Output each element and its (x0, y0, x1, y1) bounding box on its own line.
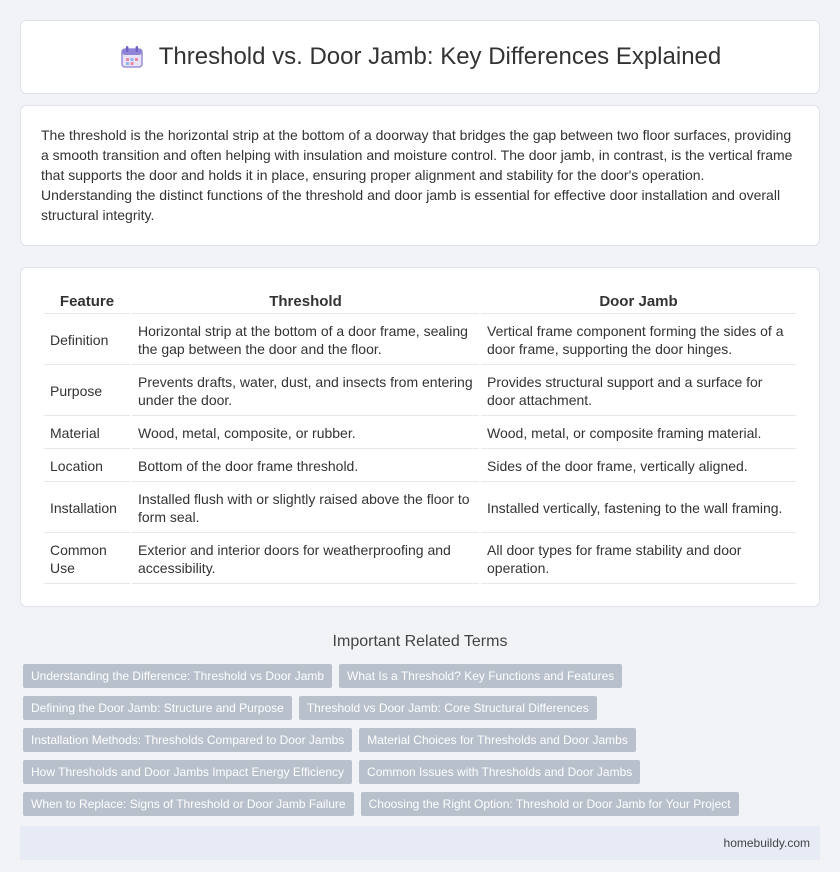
intro-text: The threshold is the horizontal strip at the bottom of a doorway that bridges the gap between two floor surfaces, providing a smooth transition and often helping with insulation and moisture control. The door jamb, in contrast, is the vertical frame that supports the door and holds it in place, ensuring proper alignment and stability for the door's operation. Understanding the distinct functions of the threshold and door jamb is essential for effective door installation and overall structural integrity. (41, 127, 793, 223)
tag-row (23, 664, 820, 688)
comparison-table (42, 288, 798, 586)
related-term-link[interactable]: Material Choices for Thresholds and Door Jambs (359, 728, 636, 752)
row-threshold: Exterior and interior doors for weatherproofing and accessibility. (132, 535, 479, 584)
row-door-jamb: All door types for frame stability and door operation. (481, 535, 796, 584)
table-row (44, 367, 796, 416)
row-door-jamb: Installed vertically, fastening to the wall framing. (481, 484, 796, 533)
header-card (20, 20, 820, 94)
table-row (44, 418, 796, 449)
table-row (44, 484, 796, 533)
related-term-link[interactable]: What Is a Threshold? Key Functions and Features (339, 664, 622, 688)
related-term-link[interactable]: Understanding the Difference: Threshold vs Door Jamb (23, 664, 332, 688)
row-feature: Purpose (44, 367, 130, 416)
tag-row (23, 760, 820, 784)
table-header-row (44, 290, 796, 314)
table-row (44, 451, 796, 482)
row-feature: Location (44, 451, 130, 482)
table-row (44, 535, 796, 584)
related-term-link[interactable]: Common Issues with Thresholds and Door Jambs (359, 760, 640, 784)
row-door-jamb: Vertical frame component forming the sides of a door frame, supporting the door hinges. (481, 316, 796, 365)
related-term-link[interactable]: Installation Methods: Thresholds Compared to Door Jambs (23, 728, 352, 752)
row-feature: Definition (44, 316, 130, 365)
tag-row (23, 792, 820, 816)
row-feature: Material (44, 418, 130, 449)
related-term-link[interactable]: Defining the Door Jamb: Structure and Purpose (23, 696, 292, 720)
header-feature: Feature (44, 290, 130, 314)
row-threshold: Bottom of the door frame threshold. (132, 451, 479, 482)
related-term-link[interactable]: Choosing the Right Option: Threshold or Door Jamb for Your Project (361, 792, 739, 816)
related-terms-tags (20, 664, 820, 816)
page-title: Threshold vs. Door Jamb: Key Differences Explained (158, 43, 722, 70)
header-door-jamb: Door Jamb (481, 290, 796, 314)
row-door-jamb: Provides structural support and a surface for door attachment. (481, 367, 796, 416)
row-threshold: Horizontal strip at the bottom of a door frame, sealing the gap between the door and the floor. (132, 316, 479, 365)
tag-row (23, 696, 820, 720)
row-door-jamb: Wood, metal, or composite framing material. (481, 418, 796, 449)
table-row (44, 316, 796, 365)
tag-row (23, 728, 820, 752)
row-threshold: Prevents drafts, water, dust, and insects from entering under the door. (132, 367, 479, 416)
row-feature: Common Use (44, 535, 130, 584)
header-threshold: Threshold (132, 290, 479, 314)
row-threshold: Installed flush with or slightly raised above the floor to form seal. (132, 484, 479, 533)
row-door-jamb: Sides of the door frame, vertically aligned. (481, 451, 796, 482)
calendar-icon (119, 44, 145, 70)
related-terms-title: Important Related Terms (332, 633, 508, 650)
related-term-link[interactable]: Threshold vs Door Jamb: Core Structural Differences (299, 696, 597, 720)
footer-site: homebuildy.com (723, 836, 810, 850)
related-term-link[interactable]: When to Replace: Signs of Threshold or Door Jamb Failure (23, 792, 354, 816)
intro-card (20, 105, 820, 246)
footer (20, 826, 820, 860)
row-threshold: Wood, metal, composite, or rubber. (132, 418, 479, 449)
comparison-table-card (20, 267, 820, 607)
row-feature: Installation (44, 484, 130, 533)
related-terms-section (20, 633, 820, 816)
related-term-link[interactable]: How Thresholds and Door Jambs Impact Energy Efficiency (23, 760, 352, 784)
